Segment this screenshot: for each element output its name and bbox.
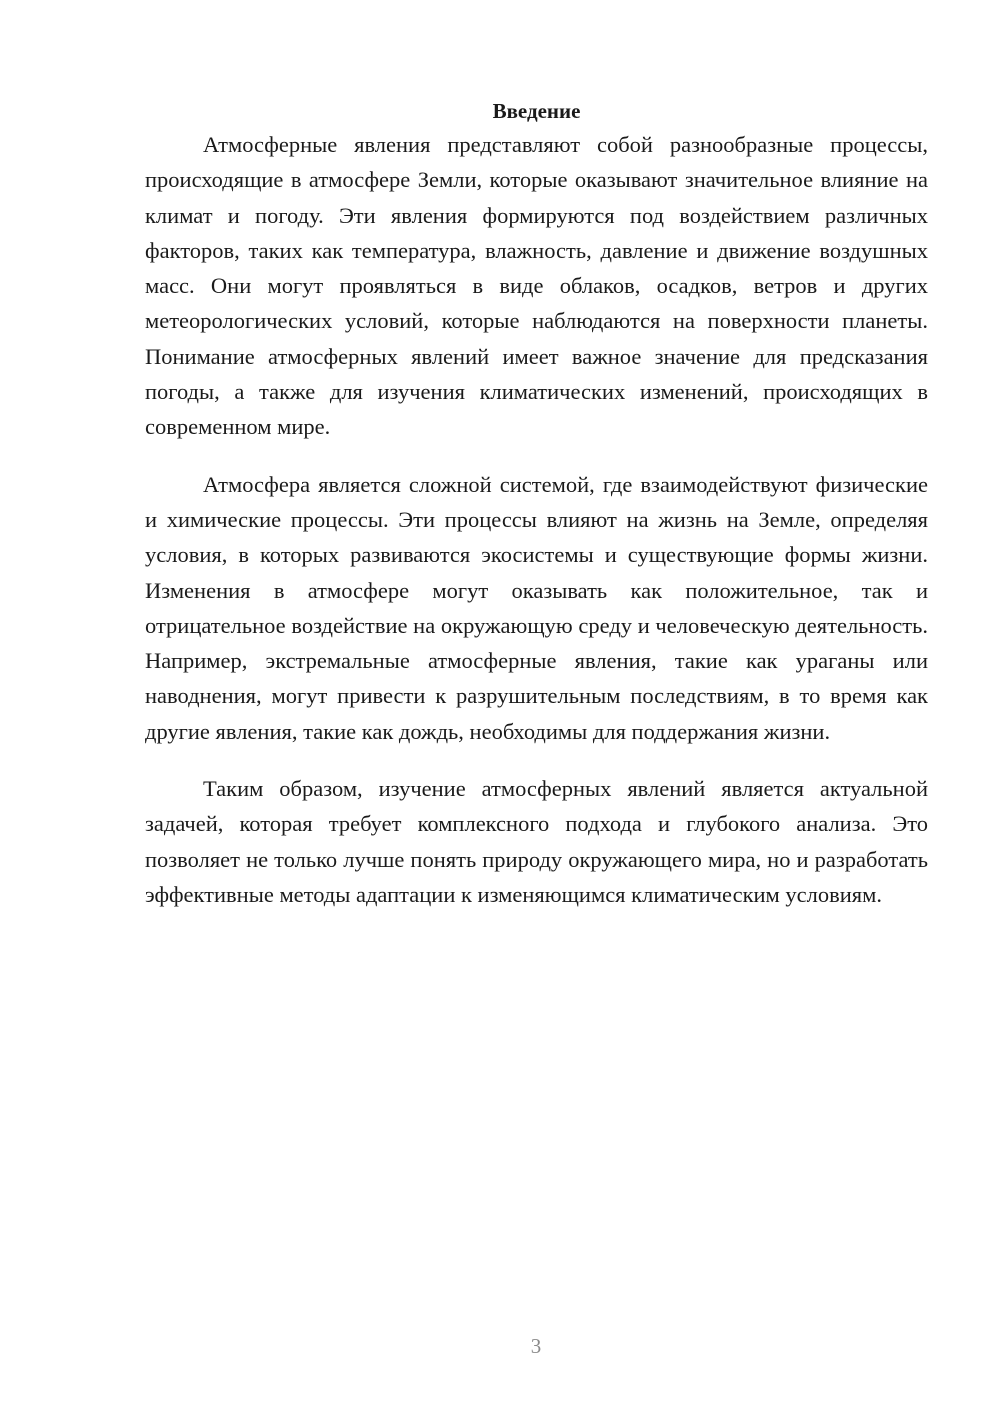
page-content bbox=[145, 95, 928, 912]
paragraph-1: Атмосферные явления представляют собой разнообразные процессы, происходящие в атмосфере Земли, которые оказывают значительное влияние на климат и погоду. Эти явления формируются под воздействием различных факторов, таких как температура, влажность, давление и движение воздушных масс. Они могут проявляться в виде облаков, осадков, ветров и других метеорологических условий, которые наблюдаются на поверхности планеты. Понимание атмосферных явлений имеет важное значение для предсказания погоды, а также для изучения климатических изменений, происходящих в современном мире. bbox=[145, 132, 928, 440]
section-heading: Введение bbox=[492, 99, 581, 123]
page-number: 3 bbox=[530, 1334, 542, 1358]
paragraph-3: Таким образом, изучение атмосферных явлений является актуальной задачей, которая требует комплексного подхода и глубокого анализа. Это позволяет не только лучше понять природу окружающего мира, но и разработать эффективные методы адаптации к изменяющимся климатическим условиям. bbox=[145, 776, 928, 907]
paragraph-2: Атмосфера является сложной системой, где взаимодействуют физические и химические процессы. Эти процессы влияют на жизнь на Земле, определяя условия, в которых развиваются экосистемы и существующие формы жизни. Изменения в атмосфере могут оказывать как положительное, так и отрицательное воздействие на окружающую среду и человеческую деятельность. Например, экстремальные атмосферные явления, такие как ураганы или наводнения, могут привести к разрушительным последствиям, в то время как другие явления, такие как дождь, необходимы для поддержания жизни. bbox=[145, 471, 928, 744]
